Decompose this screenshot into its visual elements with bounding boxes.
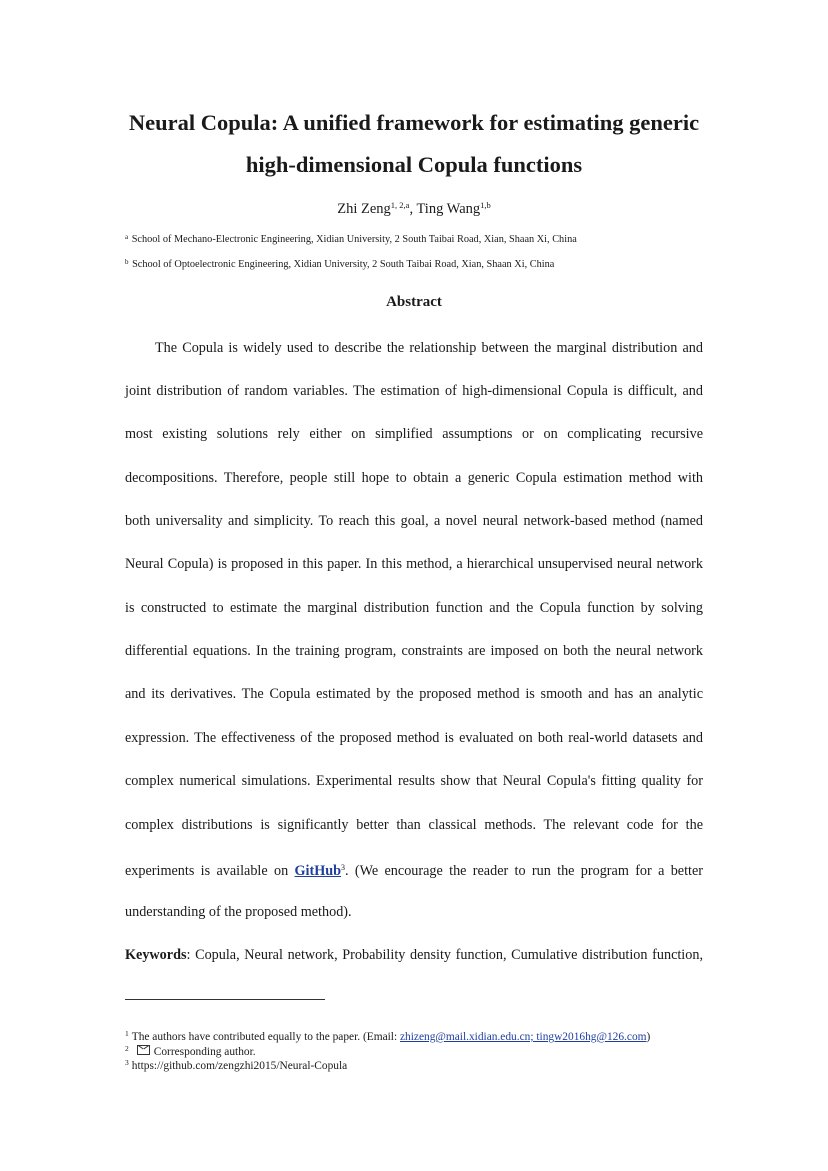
author-name: Ting Wang — [416, 201, 481, 217]
abstract-text: . (We encourage the reader to run the program for a better — [345, 863, 703, 879]
abstract-line: Neural Copula) is proposed in this paper. In this method, a hierarchical unsupervised neural network — [125, 556, 703, 572]
author-affiliation-mark: 1, 2,a — [390, 200, 410, 210]
abstract-line: is constructed to estimate the marginal distribution function and the Copula function by solving — [125, 600, 703, 616]
author-list — [0, 200, 828, 218]
footnote-mark: 1 — [125, 1029, 129, 1038]
footnote-3 — [125, 1056, 347, 1073]
abstract-line — [125, 859, 703, 880]
footnote-url: https://github.com/zengzhi2015/Neural-Copula — [131, 1060, 348, 1072]
affiliation-text: School of Mechano-Electronic Engineering, Xidian University, 2 South Taibai Road, Xian, Shaan Xi, China — [131, 234, 577, 245]
affiliation-text: School of Optoelectronic Engineering, Xidian University, 2 South Taibai Road, Xian, Shaan Xi, China — [132, 259, 555, 270]
footnote-text: Corresponding author. — [153, 1046, 256, 1058]
footnote-ref: 3 — [341, 863, 346, 872]
abstract-line: most existing solutions rely either on simplified assumptions or on complicating recursive — [125, 426, 703, 442]
abstract-line: understanding of the proposed method). — [125, 904, 352, 920]
abstract-line: and its derivatives. The Copula estimated by the proposed method is smooth and has an analytic — [125, 686, 703, 702]
author-separator: , — [409, 201, 417, 217]
abstract-line: both universality and simplicity. To reach this goal, a novel neural network-based method (named — [125, 513, 703, 529]
abstract-line: complex numerical simulations. Experimental results show that Neural Copula's fitting quality for — [125, 773, 703, 789]
keywords-text: : Copula, Neural network, Probability density function, Cumulative distribution function, — [186, 947, 703, 963]
affiliation-mark: b — [125, 258, 129, 266]
keywords-line — [125, 946, 703, 964]
author-affiliation-mark: 1,b — [480, 200, 491, 210]
footnote-divider — [125, 999, 325, 1000]
abstract-line: complex distributions is significantly better than classical methods. The relevant code for the — [125, 817, 703, 833]
github-link[interactable]: GitHub — [294, 863, 342, 879]
abstract-line: decompositions. Therefore, people still hope to obtain a generic Copula estimation method with — [125, 470, 703, 486]
affiliation-mark: a — [125, 233, 129, 241]
abstract-line: joint distribution of random variables. The estimation of high-dimensional Copula is difficult, and — [125, 383, 703, 399]
keywords-label: Keywords — [125, 947, 187, 963]
abstract-text: experiments is available on — [125, 863, 295, 879]
email-link[interactable]: zhizeng@mail.xidian.edu.cn; tingw2016hg@126.com — [399, 1031, 647, 1043]
footnote-text: The authors have contributed equally to the paper. (Email: — [131, 1031, 400, 1043]
footnote-text-end: ) — [646, 1031, 651, 1043]
paper-title-line-2: high-dimensional Copula functions — [245, 152, 583, 177]
envelope-icon — [137, 1045, 150, 1055]
footnote-mark: 3 — [125, 1058, 129, 1067]
abstract-heading: Abstract — [386, 294, 442, 310]
abstract-line: differential equations. In the training program, constraints are imposed on both the neural network — [125, 643, 703, 659]
affiliation-b — [125, 258, 554, 270]
abstract-line: expression. The effectiveness of the proposed method is evaluated on both real-world datasets and — [125, 730, 703, 746]
abstract-line: The Copula is widely used to describe the relationship between the marginal distribution and — [155, 340, 703, 356]
paper-title-line-1: Neural Copula: A unified framework for estimating generic — [128, 110, 700, 135]
author-name: Zhi Zeng — [337, 201, 391, 217]
footnote-mark: 2 — [125, 1044, 129, 1053]
affiliation-a — [125, 233, 577, 245]
